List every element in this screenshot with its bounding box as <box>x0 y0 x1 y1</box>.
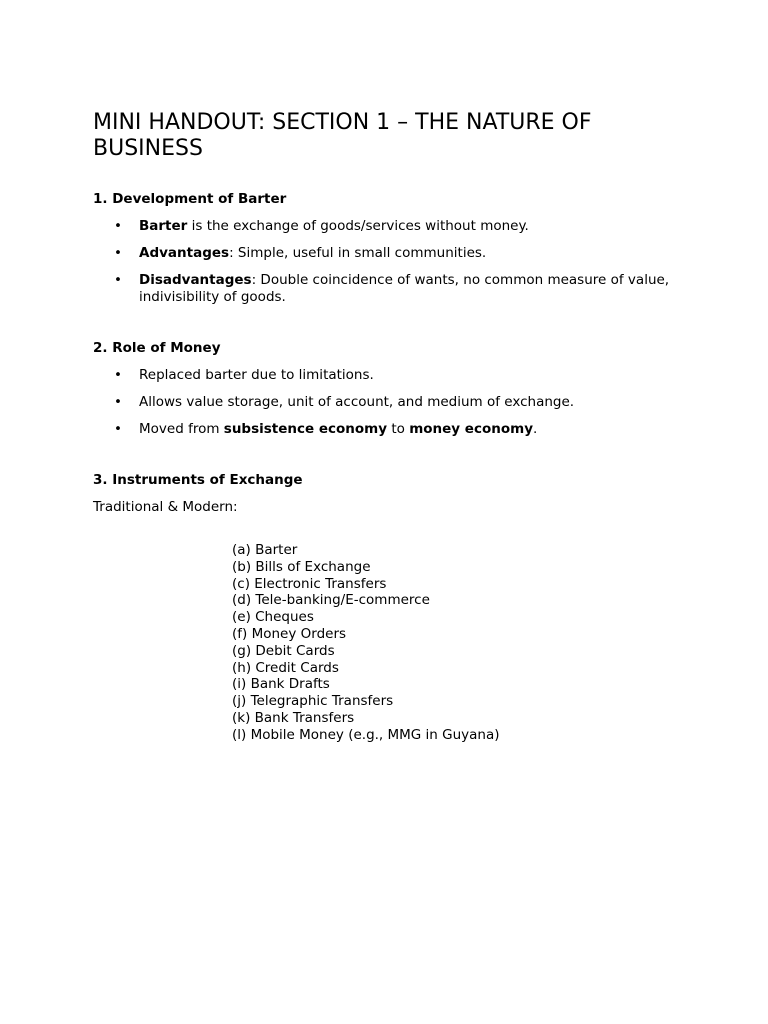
bullet-icon: • <box>114 394 122 410</box>
list-item: (g) Debit Cards <box>232 642 335 659</box>
list-item: (h) Credit Cards <box>232 659 339 676</box>
list-item: (d) Tele-banking/E-commerce <box>232 592 430 609</box>
term-text: : Simple, useful in small communities. <box>229 245 487 261</box>
term-text: is the exchange of goods/services without money. <box>187 218 529 234</box>
term-bold: Advantages <box>139 245 230 261</box>
list-item <box>93 245 673 262</box>
section-heading-barter: 1. Development of Barter <box>93 191 287 207</box>
list-item: (k) Bank Transfers <box>232 709 355 726</box>
list-item <box>93 272 673 306</box>
list-item: (f) Money Orders <box>232 625 347 642</box>
list-item <box>93 421 673 438</box>
item-text: Moved from <box>139 421 224 437</box>
list-item: (l) Mobile Money (e.g., MMG in Guyana) <box>232 726 500 743</box>
item-text: Replaced barter due to limitations. <box>139 367 374 383</box>
term-bold: Disadvantages <box>139 272 252 288</box>
list-item: (i) Bank Drafts <box>232 676 330 693</box>
item-text: to <box>387 421 410 437</box>
term-bold: money economy <box>409 421 533 437</box>
money-bullet-list <box>93 367 673 448</box>
list-item <box>93 367 673 384</box>
list-item: (c) Electronic Transfers <box>232 575 387 592</box>
term-bold: Barter <box>139 218 188 234</box>
instruments-intro: Traditional & Modern: <box>93 499 238 515</box>
bullet-icon: • <box>114 245 122 261</box>
term-text: : Double coincidence of wants, no common measure of value, indivisibility of goods. <box>139 272 670 305</box>
list-item <box>93 394 673 411</box>
list-item: (b) Bills of Exchange <box>232 558 371 575</box>
list-item: (a) Barter <box>232 542 298 558</box>
item-text: . <box>533 421 538 437</box>
term-bold: subsistence economy <box>223 421 388 437</box>
section-heading-instruments: 3. Instruments of Exchange <box>93 472 303 488</box>
section-heading-money: 2. Role of Money <box>93 340 221 356</box>
list-item: (e) Cheques <box>232 609 314 626</box>
item-text: Allows value storage, unit of account, and medium of exchange. <box>139 394 575 410</box>
barter-bullet-list <box>93 218 673 316</box>
list-item: (j) Telegraphic Transfers <box>232 693 394 710</box>
bullet-icon: • <box>114 218 122 234</box>
bullet-icon: • <box>114 367 122 383</box>
instruments-list <box>232 542 500 744</box>
list-item <box>93 218 673 235</box>
page-title: MINI HANDOUT: SECTION 1 – THE NATURE OF BUSINESS <box>93 110 592 161</box>
bullet-icon: • <box>114 272 122 288</box>
bullet-icon: • <box>114 421 122 437</box>
